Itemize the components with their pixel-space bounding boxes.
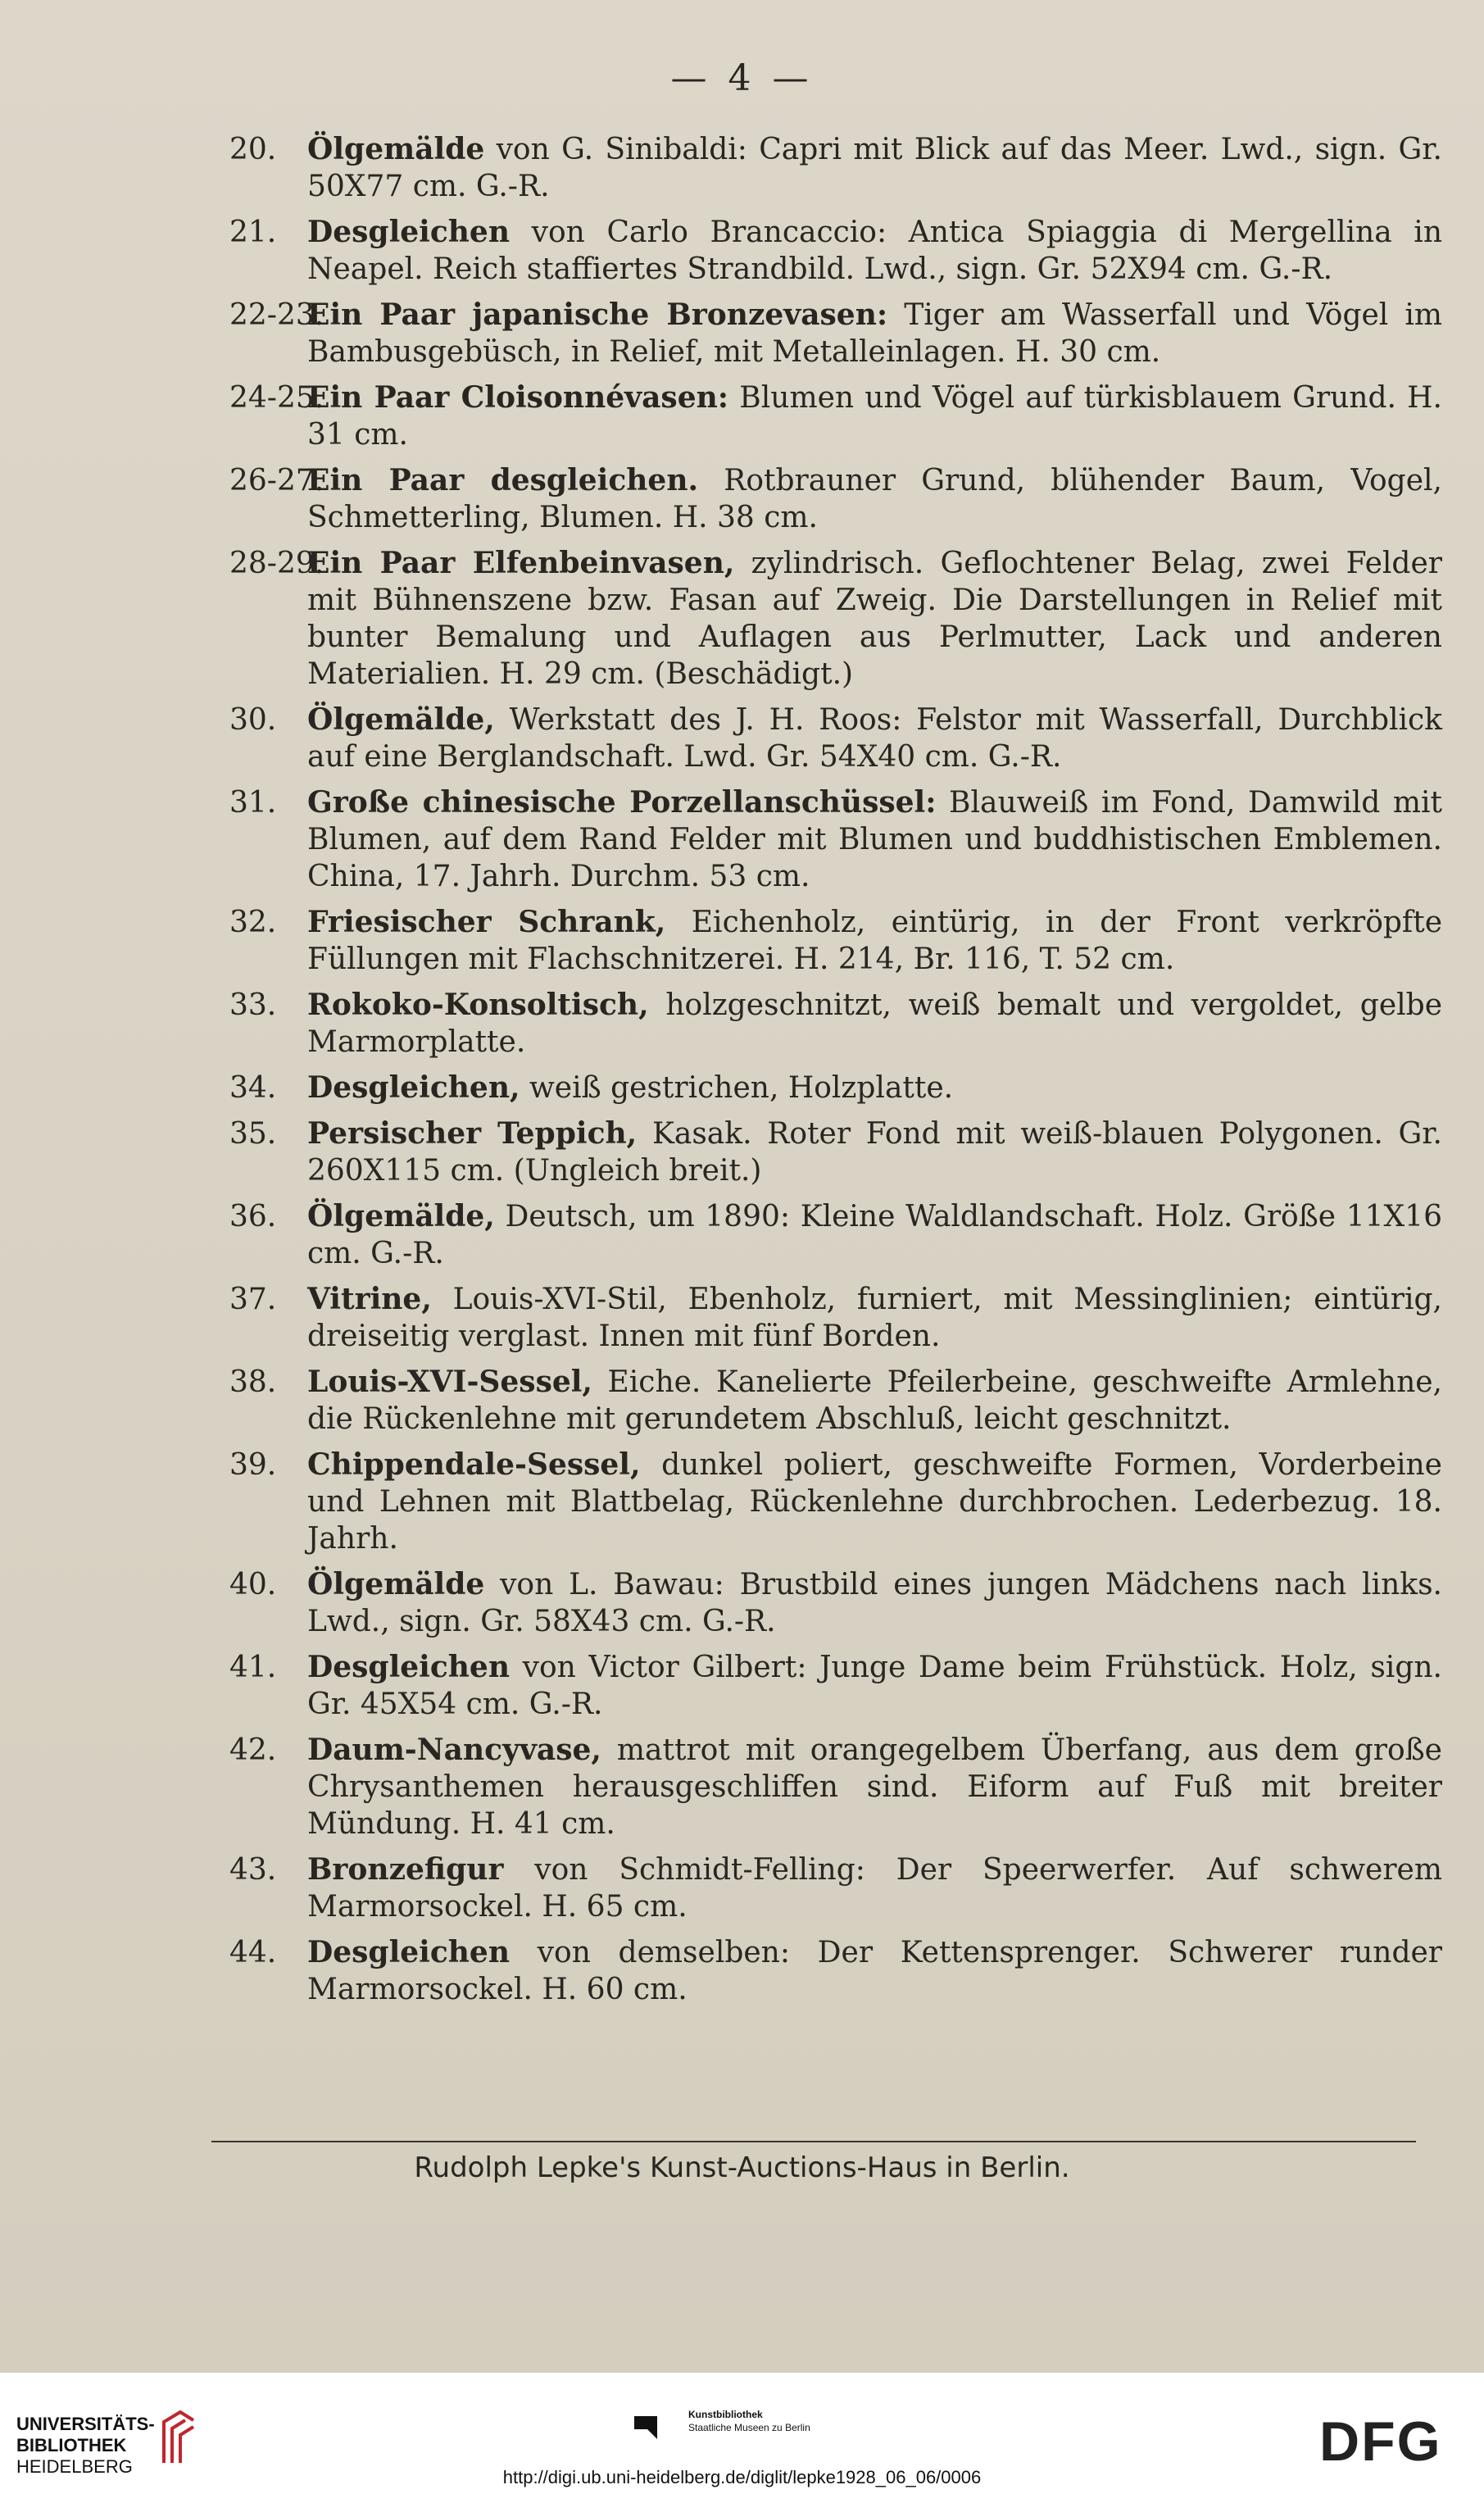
catalog-entry <box>229 1070 1442 1106</box>
entry-description: Tiger am Wasserfall und Vögel im Bambusgebüsch, in Relief, mit Metalleinlagen. H. 30 cm. <box>307 298 1442 369</box>
catalog-entry <box>229 1364 1442 1438</box>
entry-description: von L. Bawau: Brustbild eines jungen Mädchens nach links. Lwd., sign. Gr. 58X43 cm. G.-R. <box>307 1568 1442 1638</box>
entry-description: Blumen und Vögel auf türkisblauem Grund. H. 31 cm. <box>307 381 1442 452</box>
entry-description: Werkstatt des J. H. Roos: Felstor mit Wasserfall, Durchblick auf eine Berglandschaft. Lwd. Gr. 54X40 cm. G.-R. <box>307 703 1442 774</box>
entry-description: weiß gestrichen, Holzplatte. <box>520 1071 954 1105</box>
entry-text <box>238 702 1442 775</box>
catalog-entry <box>229 297 1442 370</box>
entry-number: 28-29. <box>229 547 324 580</box>
entry-description: mattrot mit orangegelbem Überfang, aus dem große Chrysanthemen herausgeschliffen sind. Eiform auf Fuß mit breiter Mündung. H. 41 cm. <box>307 1733 1442 1841</box>
entry-text <box>238 379 1442 453</box>
entry-text <box>238 131 1442 205</box>
entry-title: Rokoko-Konsoltisch, <box>307 988 649 1022</box>
entry-description: zylindrisch. Geflochtener Belag, zwei Felder mit Bühnenszene bzw. Fasan auf Zweig. Die Darstellungen in Relief mit bunter Bemalung und Auflagen aus Perlmutter, Lack und anderen Materialien. H. 29 cm. (Beschädigt.) <box>307 547 1442 691</box>
entry-title: Daum-Nancyvase, <box>307 1733 601 1767</box>
entry-text <box>238 1115 1442 1189</box>
entry-text <box>238 904 1442 978</box>
page-number: — 4 — <box>670 57 814 99</box>
entry-text <box>238 1934 1442 2008</box>
entry-text <box>238 1364 1442 1438</box>
ub-line3: HEIDELBERG <box>16 2456 133 2477</box>
entry-number: 39. <box>229 1448 277 1482</box>
entry-description: Eiche. Kanelierte Pfeilerbeine, geschweifte Armlehne, die Rückenlehne mit gerundetem Abschluß, leicht geschnitzt. <box>307 1365 1442 1436</box>
entry-description: dunkel poliert, geschweifte Formen, Vorderbeine und Lehnen mit Blattbelag, Rückenlehne durchbrochen. Lederbezug. 18. Jahrh. <box>307 1448 1442 1556</box>
publisher-footer: Rudolph Lepke's Kunst-Auctions-Haus in Berlin. <box>414 2151 1070 2184</box>
kb-sub: Staatliche Museen zu Berlin <box>688 2422 810 2433</box>
entry-number: 30. <box>229 703 277 737</box>
entry-description: von Carlo Brancaccio: Antica Spiaggia di Mergellina in Neapel. Reich staffiertes Strandbild. Lwd., sign. Gr. 52X94 cm. G.-R. <box>307 216 1442 286</box>
kb-name: Kunstbibliothek <box>688 2409 763 2420</box>
catalog-entry <box>229 1281 1442 1355</box>
entry-title: Ölgemälde <box>307 132 485 166</box>
catalog-entry <box>229 462 1442 536</box>
entry-description: Kasak. Roter Fond mit weiß-blauen Polygonen. Gr. 260X115 cm. (Ungleich breit.) <box>307 1117 1442 1188</box>
entry-title: Ölgemälde, <box>307 1199 495 1233</box>
entry-text <box>238 1649 1442 1723</box>
catalog-entries <box>229 131 1443 2017</box>
entry-title: Vitrine, <box>307 1282 432 1316</box>
entry-text <box>238 784 1442 895</box>
entry-number: 31. <box>229 786 277 820</box>
entry-number: 35. <box>229 1117 277 1151</box>
entry-number: 40. <box>229 1568 277 1601</box>
kunstbibliothek-logo[interactable] <box>688 2408 810 2434</box>
entry-number: 34. <box>229 1071 277 1105</box>
catalog-entry <box>229 379 1442 453</box>
entry-number: 44. <box>229 1936 277 1969</box>
entry-text <box>238 462 1442 536</box>
ub-mark-icon <box>156 2405 202 2471</box>
catalog-entry <box>229 1566 1442 1640</box>
entry-title: Ein Paar japanische Bronzevasen: <box>307 298 888 332</box>
entry-number: 37. <box>229 1283 277 1316</box>
entry-text <box>238 1566 1442 1640</box>
entry-title: Desgleichen <box>307 1935 510 1969</box>
catalog-entry <box>229 702 1442 775</box>
catalog-entry <box>229 904 1443 978</box>
dfg-logo[interactable]: DFG <box>1319 2410 1442 2473</box>
entry-text <box>238 987 1442 1061</box>
entry-number: 22-23. <box>229 298 324 332</box>
entry-title: Desgleichen, <box>307 1070 520 1105</box>
entry-text <box>238 1851 1442 1925</box>
entry-title: Desgleichen <box>307 215 510 249</box>
entry-description: Eichenholz, eintürig, in der Front verkröpfte Füllungen mit Flachschnitzerei. H. 214, Br. 116, T. 52 cm. <box>307 906 1443 976</box>
entry-title: Große chinesische Porzellanschüssel: <box>307 785 937 820</box>
catalog-entry <box>229 545 1442 693</box>
entry-text <box>238 1447 1442 1557</box>
catalog-entry <box>229 784 1442 895</box>
entry-number: 43. <box>229 1853 277 1887</box>
entry-number: 36. <box>229 1200 277 1233</box>
entry-text <box>238 297 1442 370</box>
entry-description: von Victor Gilbert: Junge Dame beim Frühstück. Holz, sign. Gr. 45X54 cm. G.-R. <box>307 1651 1442 1721</box>
entry-number: 26-27. <box>229 464 324 497</box>
catalog-entry <box>229 1447 1442 1557</box>
entry-text <box>238 214 1442 288</box>
entry-number: 41. <box>229 1651 277 1684</box>
entry-title: Bronzefigur <box>307 1852 504 1887</box>
entry-text <box>238 1070 1442 1106</box>
footer-rule <box>211 2141 1416 2142</box>
entry-text <box>238 1281 1442 1355</box>
entry-text <box>238 1732 1442 1842</box>
entry-title: Chippendale-Sessel, <box>307 1447 641 1482</box>
catalog-entry <box>229 1732 1442 1842</box>
catalog-entry <box>229 1934 1442 2008</box>
catalog-entry <box>229 1649 1442 1723</box>
entry-text <box>238 545 1442 693</box>
entry-description: Louis-XVI-Stil, Ebenholz, furniert, mit Messinglinien; eintürig, dreiseitig verglast. Innen mit fünf Borden. <box>307 1283 1442 1353</box>
entry-title: Ölgemälde, <box>307 702 495 737</box>
entry-title: Persischer Teppich, <box>307 1116 638 1151</box>
entry-number: 32. <box>229 906 277 939</box>
catalog-entry <box>229 1851 1442 1925</box>
entry-description: von Schmidt-Felling: Der Speerwerfer. Auf schwerem Marmorsockel. H. 65 cm. <box>307 1853 1442 1924</box>
entry-title: Ein Paar Cloisonnévasen: <box>307 380 729 415</box>
entry-title: Louis-XVI-Sessel, <box>307 1365 592 1399</box>
source-url[interactable]: http://digi.ub.uni-heidelberg.de/diglit/lepke1928_06_06/0006 <box>502 2467 982 2487</box>
entry-description: von G. Sinibaldi: Capri mit Blick auf das Meer. Lwd., sign. Gr. 50X77 cm. G.-R. <box>307 133 1442 203</box>
kunstbibliothek-mark-icon <box>631 2410 680 2442</box>
catalog-entry <box>229 131 1442 205</box>
entry-number: 24-25. <box>229 381 324 415</box>
entry-description: von demselben: Der Kettensprenger. Schwerer runder Marmorsockel. H. 60 cm. <box>307 1936 1442 2006</box>
entry-number: 42. <box>229 1733 277 1767</box>
catalog-entry <box>229 987 1442 1061</box>
catalog-entry <box>229 1115 1442 1189</box>
ub-line1: UNIVERSITÄTS- <box>16 2414 155 2434</box>
entry-description: Rotbrauner Grund, blühender Baum, Vogel, Schmetterling, Blumen. H. 38 cm. <box>307 464 1442 534</box>
entry-title: Ein Paar Elfenbeinvasen, <box>307 546 735 580</box>
entry-number: 21. <box>229 216 277 249</box>
entry-text <box>238 1198 1442 1272</box>
entry-title: Friesischer Schrank, <box>307 905 666 939</box>
catalog-entry <box>229 1198 1442 1272</box>
entry-title: Desgleichen <box>307 1650 510 1684</box>
entry-number: 20. <box>229 133 277 166</box>
entry-number: 38. <box>229 1365 277 1399</box>
ub-line2: BIBLIOTHEK <box>16 2435 127 2455</box>
catalog-entry <box>229 214 1442 288</box>
entry-description: Deutsch, um 1890: Kleine Waldlandschaft. Holz. Größe 11X16 cm. G.-R. <box>307 1200 1442 1270</box>
entry-title: Ein Paar desgleichen. <box>307 463 699 497</box>
entry-title: Ölgemälde <box>307 1567 485 1601</box>
entry-description: Blauweiß im Fond, Damwild mit Blumen, auf dem Rand Felder mit Blumen und buddhistischen Emblemen. China, 17. Jahrh. Durchm. 53 cm. <box>307 786 1442 893</box>
entry-description: holzgeschnitzt, weiß bemalt und vergoldet, gelbe Marmorplatte. <box>307 988 1442 1059</box>
entry-number: 33. <box>229 988 277 1022</box>
